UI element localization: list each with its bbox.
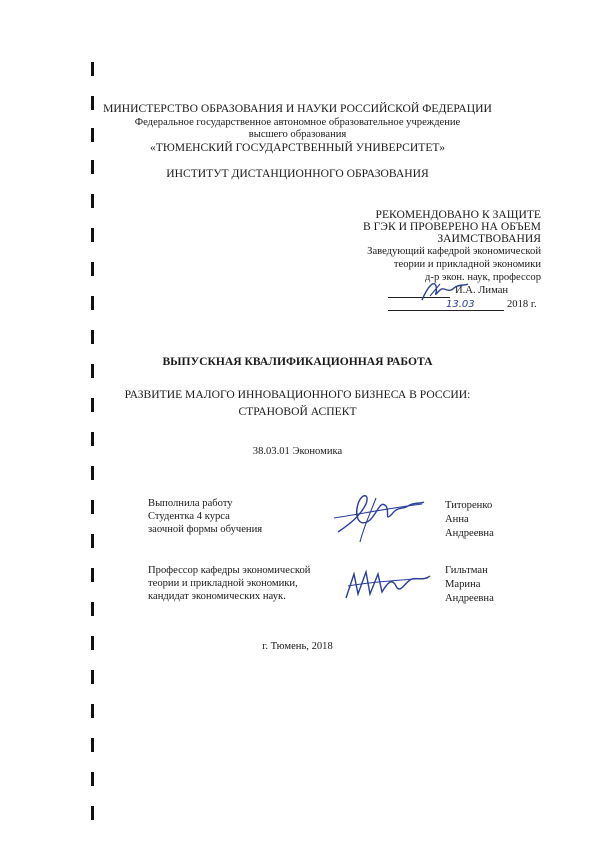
city-year: г. Тюмень, 2018: [262, 641, 333, 652]
margin-mark: [91, 670, 94, 684]
approval-line-3: ЗАИМСТВОВАНИЯ: [437, 232, 541, 245]
author-surname: Титоренко: [445, 500, 493, 511]
author-label-2: Студентка 4 курса: [148, 511, 230, 522]
author-label-3: заочной формы обучения: [148, 524, 263, 535]
margin-mark: [91, 602, 94, 616]
margin-mark: [91, 228, 94, 242]
margin-mark: [91, 568, 94, 582]
supervisor-label-3: кандидат экономических наук.: [148, 591, 286, 602]
margin-mark: [91, 704, 94, 718]
margin-mark: [91, 772, 94, 786]
margin-mark: [91, 738, 94, 752]
supervisor-patronymic: Андреевна: [445, 593, 494, 604]
supervisor-first-name: Марина: [445, 579, 481, 590]
university-name: «ТЮМЕНСКИЙ ГОСУДАРСТВЕННЫЙ УНИВЕРСИТЕТ»: [149, 141, 446, 154]
author-first-name: Анна: [445, 514, 469, 525]
institution-level: высшего образования: [248, 129, 347, 140]
supervisor-signature-icon: [340, 564, 436, 604]
margin-mark: [91, 194, 94, 208]
ministry-name: МИНИСТЕРСТВО ОБРАЗОВАНИЯ И НАУКИ РОССИЙСКОЙ ФЕДЕРАЦИИ: [103, 102, 492, 115]
author-label-1: Выполнила работу: [148, 498, 233, 509]
margin-mark: [91, 262, 94, 276]
author-patronymic: Андреевна: [445, 528, 494, 539]
margin-mark: [91, 466, 94, 480]
approval-line-1: РЕКОМЕНДОВАНО К ЗАЩИТЕ: [375, 208, 541, 221]
supervisor-label-1: Профессор кафедры экономической: [148, 565, 311, 576]
margin-mark: [91, 432, 94, 446]
document-type: ВЫПУСКНАЯ КВАЛИФИКАЦИОННАЯ РАБОТА: [162, 355, 433, 368]
margin-mark: [91, 806, 94, 820]
author-signature-icon: [330, 484, 430, 546]
handwritten-date: 13.03: [446, 299, 475, 310]
margin-mark: [91, 534, 94, 548]
approver-role-2: теории и прикладной экономики: [393, 259, 541, 270]
approver-role-3: д-р экон. наук, профессор: [425, 272, 541, 283]
approver-role-1: Заведующий кафедрой экономической: [367, 246, 541, 257]
institution-type: Федеральное государственное автономное образовательное учреждение: [134, 117, 461, 128]
supervisor-surname: Гильтман: [445, 565, 488, 576]
thesis-title-line-1: РАЗВИТИЕ МАЛОГО ИННОВАЦИОННОГО БИЗНЕСА В РОССИИ:: [124, 388, 471, 401]
margin-mark: [91, 330, 94, 344]
approval-line-2: В ГЭК И ПРОВЕРЕНО НА ОБЪЕМ: [362, 220, 541, 233]
supervisor-label-2: теории и прикладной экономики,: [148, 578, 298, 589]
margin-mark: [91, 500, 94, 514]
margin-mark: [91, 296, 94, 310]
institute-name: ИНСТИТУТ ДИСТАНЦИОННОГО ОБРАЗОВАНИЯ: [166, 167, 429, 180]
approver-name: И.А. Лиман: [455, 285, 509, 296]
specialty-code: 38.03.01 Экономика: [252, 446, 343, 457]
thesis-title-line-2: СТРАНОВОЙ АСПЕКТ: [238, 405, 357, 418]
margin-mark: [91, 62, 94, 76]
approval-year: 2018 г.: [507, 299, 537, 310]
